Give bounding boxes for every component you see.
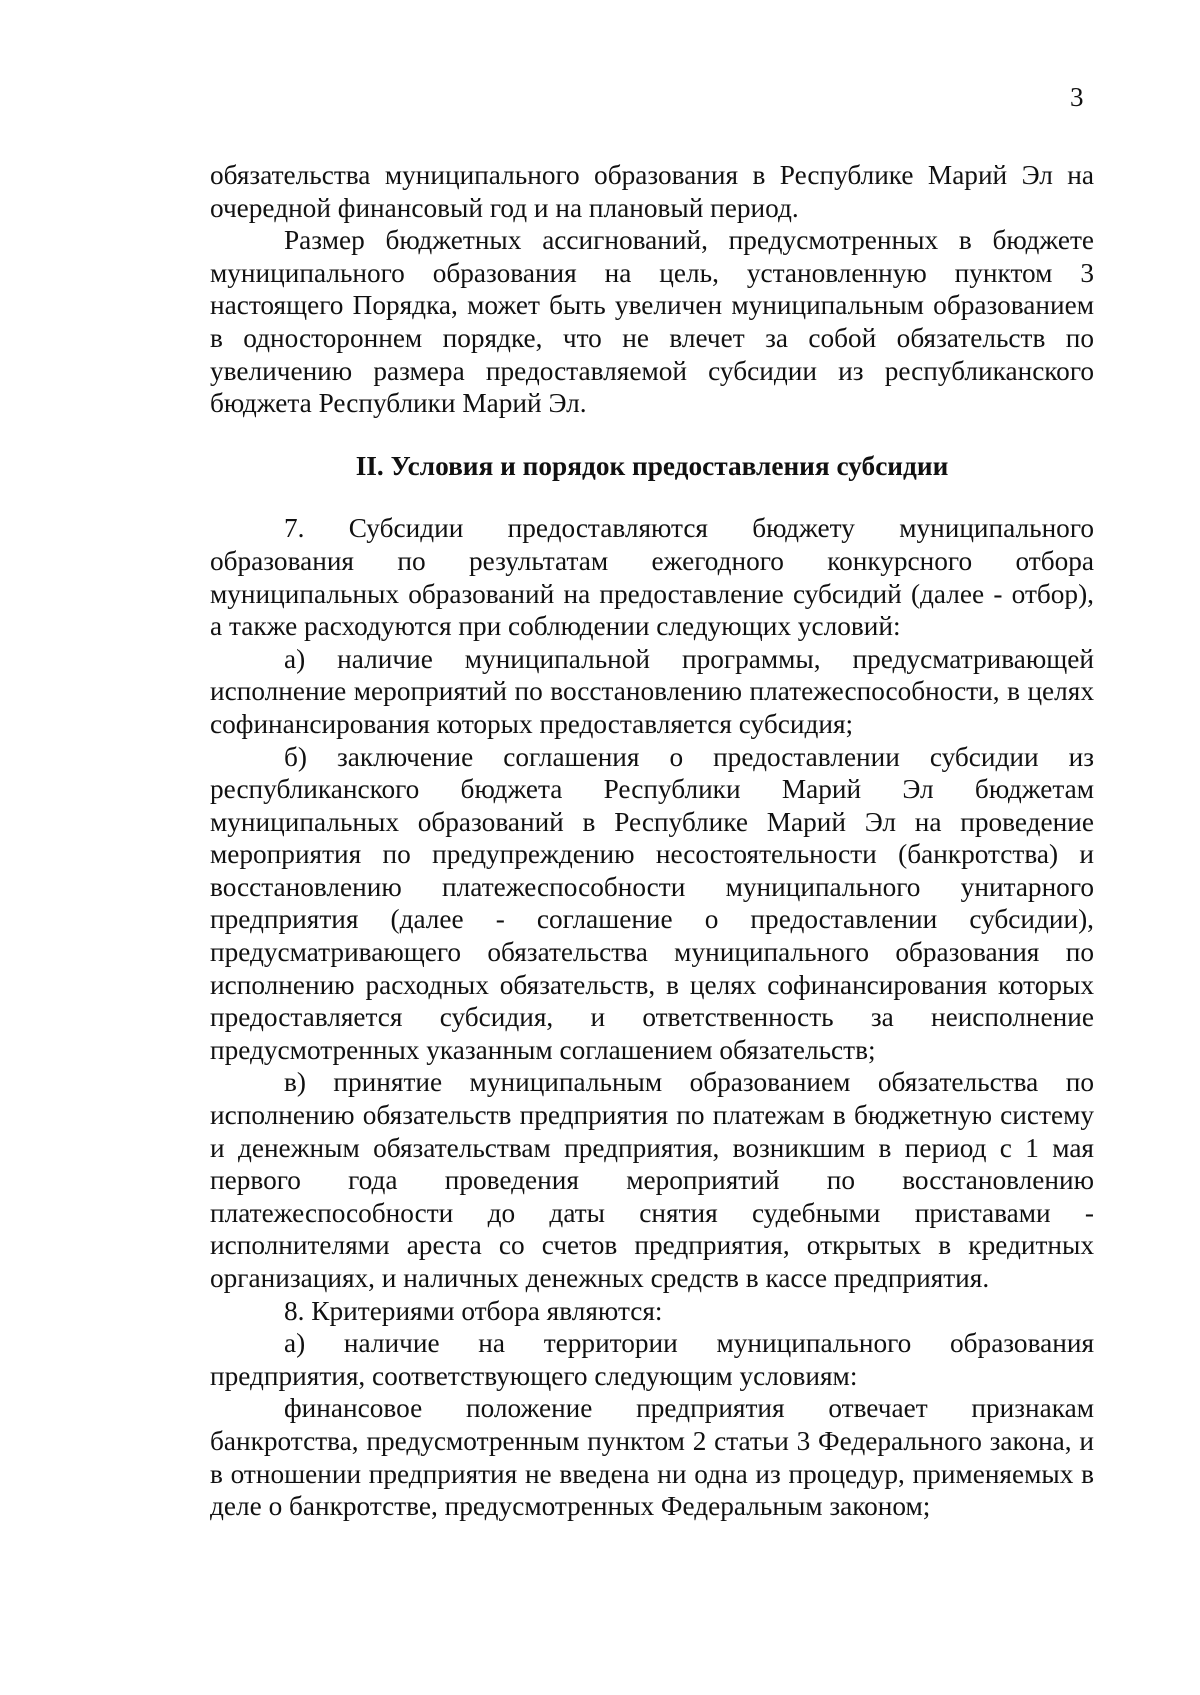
spacer: [210, 482, 1094, 512]
spacer: [210, 420, 1094, 450]
section-heading: II. Условия и порядок предоставления субсидии: [355, 450, 949, 481]
page-number: 3: [1070, 82, 1084, 112]
paragraph: обязательства муниципального образования в Республике Марий Эл на очередной финансовый год и на плановый период.: [210, 160, 1094, 223]
document-body: [210, 159, 1094, 1523]
paragraph: б) заключение соглашения о предоставлении субсидии из республиканского бюджета Республики Марий Эл бюджетам муниципальных образований в Республике Марий Эл на проведение мероприятия по предупреждению несостоятельности (банкротства) и восстановлению платежеспособности муниципального унитарного предприятия (далее - соглашение о предоставлении субсидии), предусматривающего обязательства муниципального образования по исполнению расходных обязательств, в целях софинансирования которых предоставляется субсидия, и ответственность за неисполнение предусмотренных указанным соглашением обязательств;: [210, 741, 1094, 1065]
paragraph: 8. Критериями отбора являются:: [284, 1295, 663, 1326]
paragraph: Размер бюджетных ассигнований, предусмотренных в бюджете муниципального образования на цель, установленную пунктом 3 настоящего Порядка, может быть увеличен муниципальным образованием в одностороннем порядке, что не влечет за собой обязательств по увеличению размера предоставляемой субсидии из республиканского бюджета Республики Марий Эл.: [210, 225, 1094, 419]
paragraph: 7. Субсидии предоставляются бюджету муниципального образования по результатам ежегодного конкурсного отбора муниципальных образований на предоставление субсидий (далее - отбор), а также расходуются при соблюдении следующих условий:: [210, 513, 1094, 642]
paragraph: в) принятие муниципальным образованием обязательства по исполнению обязательств предприятия по платежам в бюджетную систему и денежным обязательствам предприятия, возникшим в период с 1 мая первого года проведения мероприятий по восстановлению платежеспособности до даты снятия судебными приставами - исполнителями ареста со счетов предприятия, открытых в кредитных организациях, и наличных денежных средств в кассе предприятия.: [210, 1067, 1094, 1293]
paragraph: а) наличие на территории муниципального образования предприятия, соответствующего следующим условиям:: [210, 1328, 1094, 1391]
paragraph: а) наличие муниципальной программы, предусматривающей исполнение мероприятий по восстановлению платежеспособности, в целях софинансирования которых предоставляется субсидия;: [210, 643, 1094, 739]
paragraph: финансовое положение предприятия отвечает признакам банкротства, предусмотренным пунктом 2 статьи 3 Федерального закона, и в отношении предприятия не введена ни одна из процедур, применяемых в деле о банкротстве, предусмотренных Федеральным законом;: [210, 1393, 1094, 1522]
